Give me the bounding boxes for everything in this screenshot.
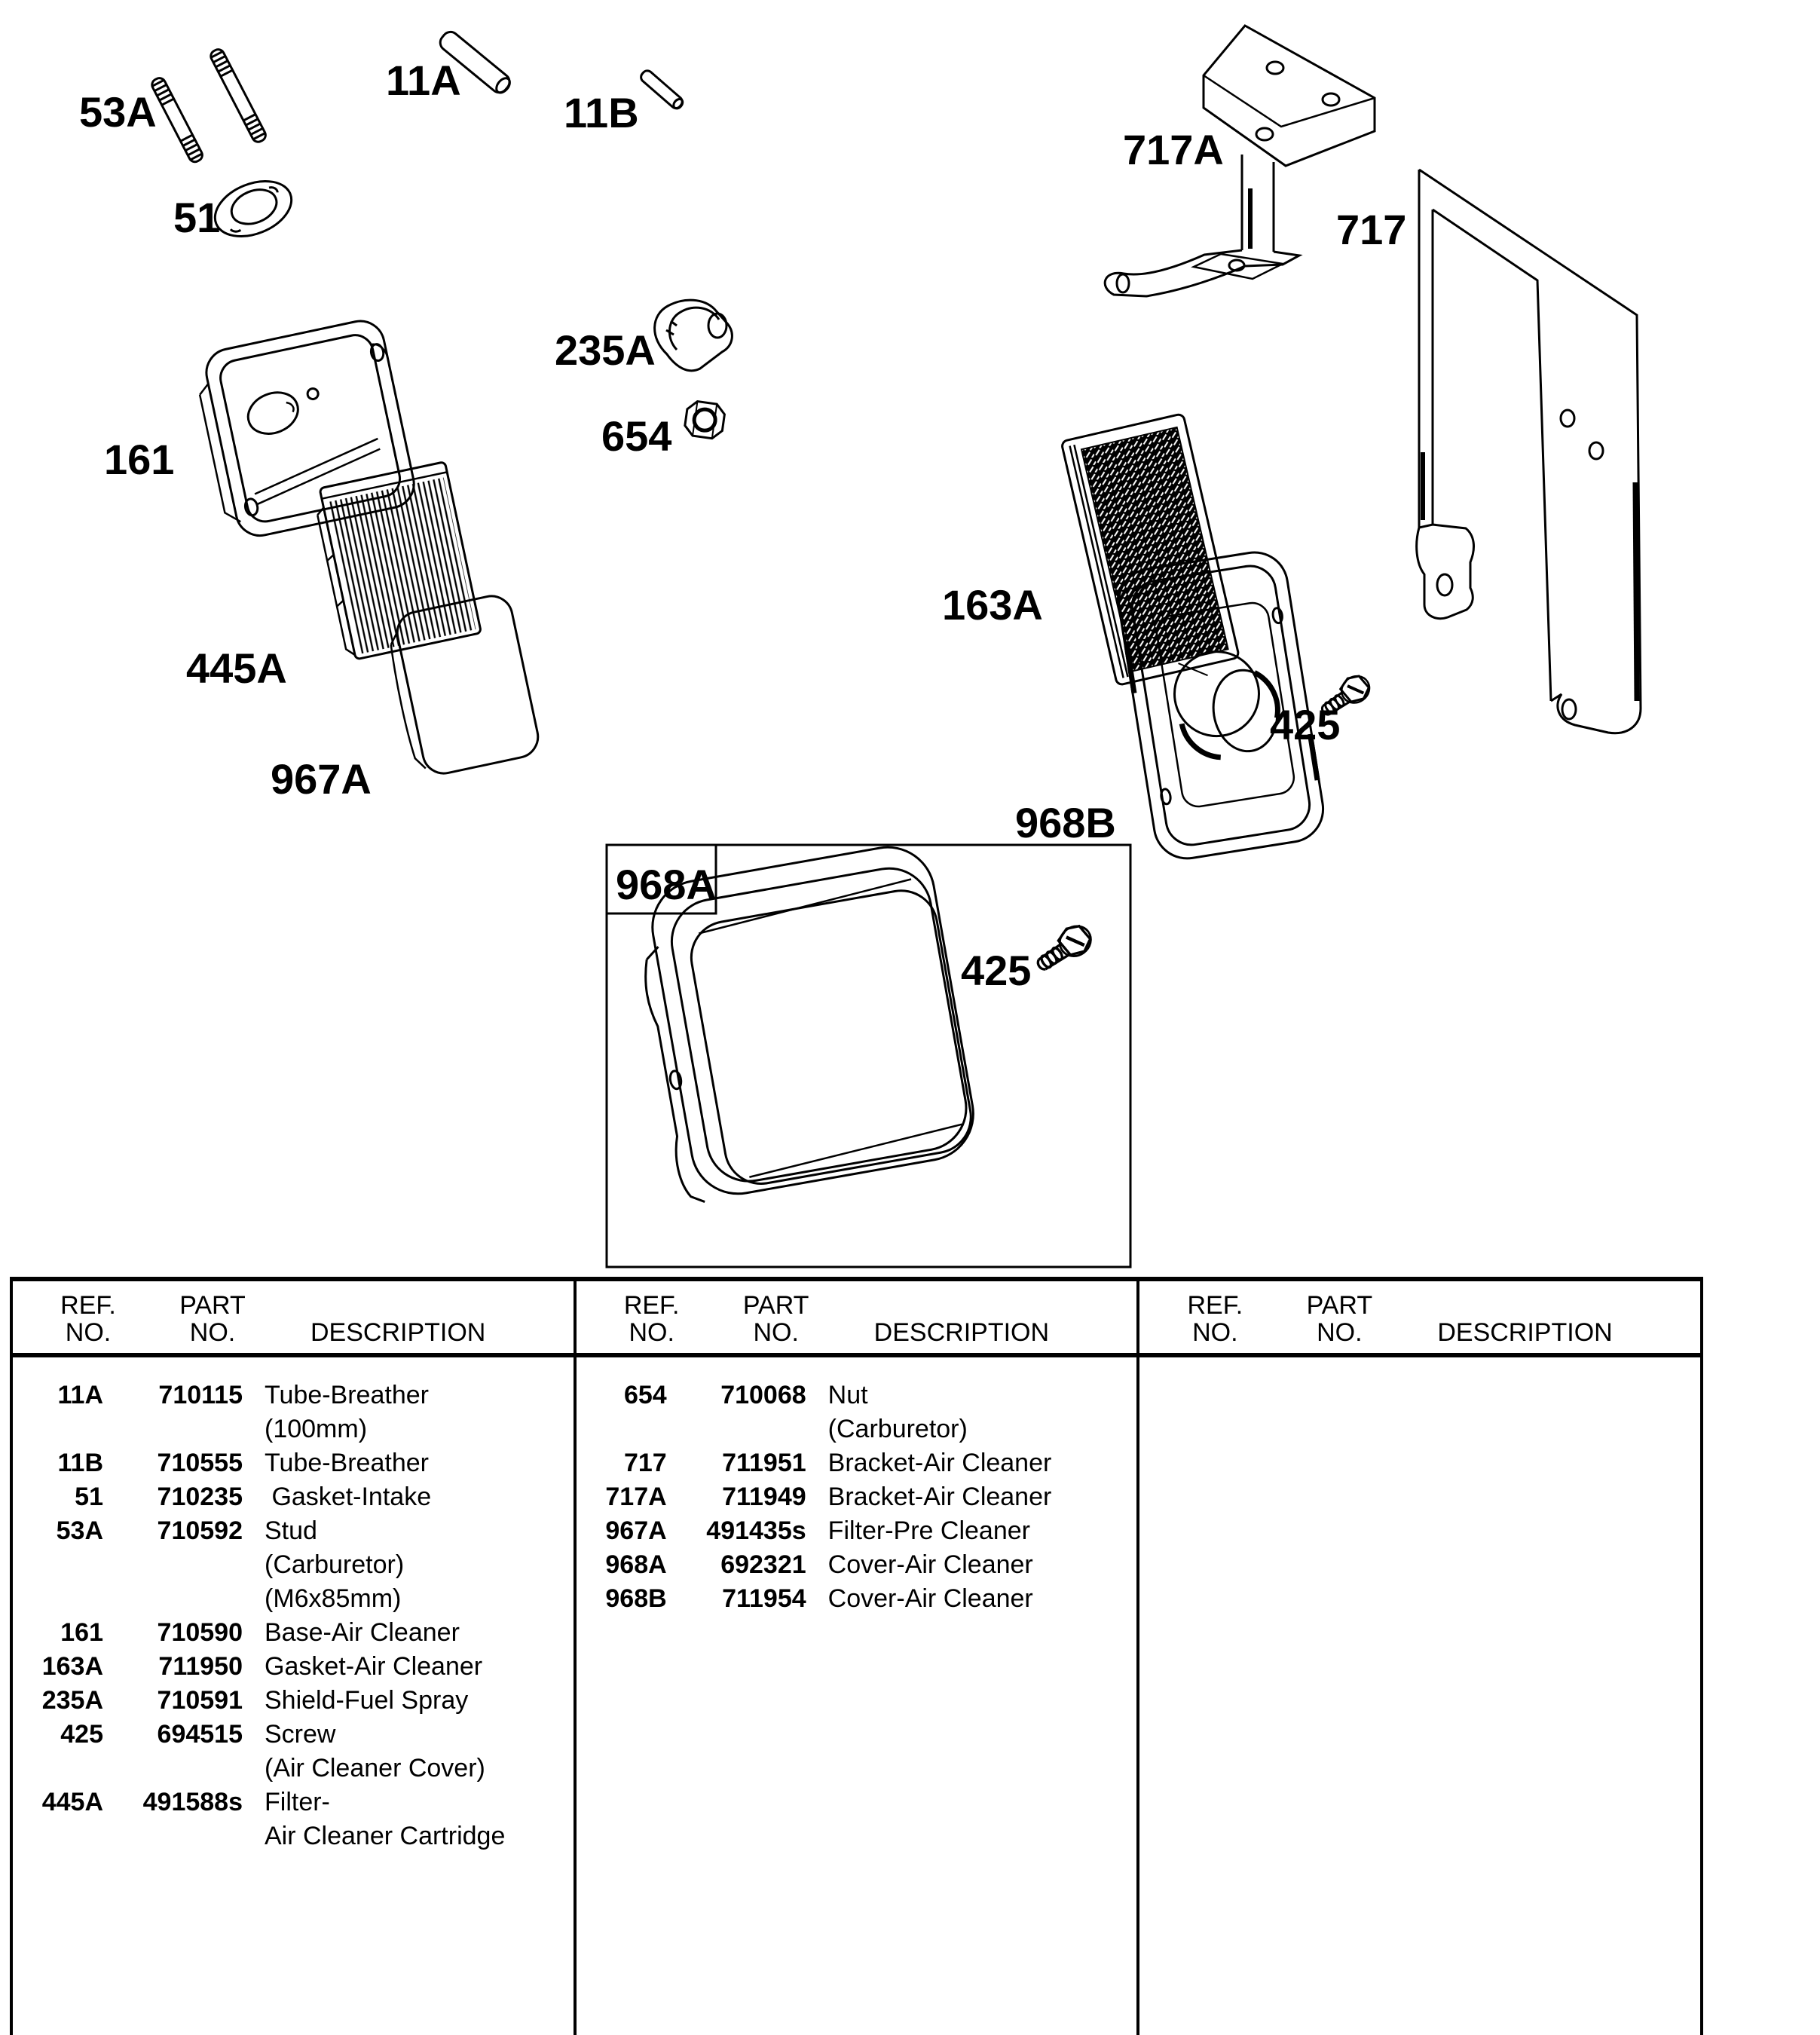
cell-ref: 968A xyxy=(605,1550,667,1579)
table-rows xyxy=(1139,1357,1700,1379)
table-row xyxy=(577,1412,1137,1446)
cell-ref: 968B xyxy=(605,1584,667,1613)
ref-no-header xyxy=(607,1292,697,1346)
label-445a: 445A xyxy=(186,644,287,692)
table-row xyxy=(577,1582,1137,1616)
cell-desc: Bracket-Air Cleaner xyxy=(827,1449,1052,1477)
cell-desc: (Carburetor) xyxy=(827,1415,968,1443)
cell-part: 491588s xyxy=(142,1788,243,1816)
label-654: 654 xyxy=(601,412,672,460)
cell-desc: (Air Cleaner Cover) xyxy=(265,1754,485,1783)
cell-part: 711949 xyxy=(722,1483,806,1511)
cell-desc: Air Cleaner Cartridge xyxy=(265,1822,506,1850)
table-row xyxy=(577,1480,1137,1514)
label-11a: 11A xyxy=(386,57,461,104)
description-header: DESCRIPTION xyxy=(1437,1318,1613,1347)
ref-header-line1: REF. xyxy=(60,1291,116,1320)
cell-ref: 53A xyxy=(56,1516,103,1545)
cell-desc: Base-Air Cleaner xyxy=(265,1618,460,1647)
table-row xyxy=(13,1446,574,1480)
table-row xyxy=(13,1684,574,1718)
description-header: DESCRIPTION xyxy=(310,1318,486,1347)
label-51: 51 xyxy=(173,194,221,241)
tube-11b xyxy=(639,69,685,111)
gasket-163a xyxy=(1061,414,1239,686)
label-968b: 968B xyxy=(1015,799,1116,846)
label-163a: 163A xyxy=(942,581,1043,629)
ref-header-line2: NO. xyxy=(629,1318,674,1347)
table-row xyxy=(577,1379,1137,1412)
cell-desc: (M6x85mm) xyxy=(265,1584,402,1613)
cell-ref: 654 xyxy=(623,1381,667,1409)
ref-header-line2: NO. xyxy=(1192,1318,1238,1347)
ref-no-header xyxy=(1170,1292,1260,1346)
label-717a: 717A xyxy=(1123,126,1224,173)
table-header xyxy=(13,1281,574,1357)
ref-header-line1: REF. xyxy=(1187,1291,1243,1320)
bracket-717 xyxy=(1417,170,1641,733)
table-section-1 xyxy=(13,1281,574,2035)
screw-425-lower xyxy=(1030,920,1097,978)
parts-list-table xyxy=(10,1277,1703,2035)
table-row xyxy=(13,1582,574,1616)
part-no-header xyxy=(727,1292,825,1346)
cell-part: 694515 xyxy=(157,1720,243,1749)
cell-ref: 161 xyxy=(60,1618,103,1647)
cell-desc: Nut xyxy=(827,1381,868,1409)
cell-part: 711950 xyxy=(158,1652,243,1681)
table-row xyxy=(13,1718,574,1752)
part-header-line1: PART xyxy=(742,1291,809,1320)
cell-ref: 717A xyxy=(605,1483,667,1511)
label-161: 161 xyxy=(104,436,175,483)
cell-part: 710592 xyxy=(157,1516,243,1545)
part-header-line2: NO. xyxy=(1317,1318,1363,1347)
label-53a: 53A xyxy=(79,88,157,136)
cell-ref: 717 xyxy=(623,1449,667,1477)
cell-desc: Stud xyxy=(265,1516,317,1545)
cell-part: 711951 xyxy=(722,1449,806,1477)
cell-ref: 51 xyxy=(75,1483,103,1511)
cell-ref: 445A xyxy=(41,1788,103,1816)
table-row xyxy=(13,1379,574,1412)
part-header-line2: NO. xyxy=(189,1318,236,1347)
table-rows xyxy=(13,1357,574,1853)
cell-ref: 163A xyxy=(41,1652,103,1681)
cell-desc: Tube-Breather xyxy=(265,1449,429,1477)
cell-desc: Tube-Breather xyxy=(265,1381,429,1409)
table-rows xyxy=(577,1357,1137,1616)
cell-desc: (100mm) xyxy=(265,1415,368,1443)
table-row xyxy=(13,1480,574,1514)
label-968a: 968A xyxy=(616,861,717,908)
table-header xyxy=(577,1281,1137,1357)
table-row xyxy=(13,1412,574,1446)
table-section-2 xyxy=(574,1281,1137,2035)
table-header xyxy=(1139,1281,1700,1357)
description-header: DESCRIPTION xyxy=(873,1318,1050,1347)
cell-desc: Cover-Air Cleaner xyxy=(827,1584,1033,1613)
gasket-51 xyxy=(206,171,299,247)
cell-part: 491435s xyxy=(706,1516,806,1545)
cell-desc: (Carburetor) xyxy=(265,1550,405,1579)
cell-part: 692321 xyxy=(720,1550,806,1579)
label-425-upper: 425 xyxy=(1270,701,1341,748)
part-no-header xyxy=(164,1292,262,1346)
stud-53a-2 xyxy=(209,47,268,144)
cell-part: 710115 xyxy=(158,1381,243,1409)
cell-part: 711954 xyxy=(722,1584,806,1613)
cell-ref: 235A xyxy=(41,1686,103,1715)
cell-desc: Cover-Air Cleaner xyxy=(827,1550,1033,1579)
cell-ref: 425 xyxy=(60,1720,103,1749)
cell-desc: Gasket-Intake xyxy=(265,1483,432,1511)
cell-ref: 11B xyxy=(57,1449,103,1477)
cell-part: 710068 xyxy=(720,1381,806,1409)
part-header-line2: NO. xyxy=(753,1318,799,1347)
table-row xyxy=(577,1514,1137,1548)
table-row xyxy=(13,1819,574,1853)
cell-part: 710590 xyxy=(157,1618,243,1647)
table-row xyxy=(13,1514,574,1548)
cell-desc: Bracket-Air Cleaner xyxy=(827,1483,1052,1511)
cell-part: 710555 xyxy=(157,1449,243,1477)
cell-desc: Gasket-Air Cleaner xyxy=(265,1652,483,1681)
cell-ref: 967A xyxy=(605,1516,667,1545)
cell-desc: Filter- xyxy=(265,1788,330,1816)
cell-ref: 11A xyxy=(57,1381,103,1409)
cell-part: 710591 xyxy=(157,1686,243,1715)
ref-header-line2: NO. xyxy=(65,1318,112,1347)
table-row xyxy=(577,1446,1137,1480)
part-header-line1: PART xyxy=(179,1291,246,1320)
table-row xyxy=(13,1650,574,1684)
cell-desc: Screw xyxy=(265,1720,336,1749)
table-row xyxy=(13,1752,574,1786)
cell-desc: Filter-Pre Cleaner xyxy=(827,1516,1030,1545)
ref-header-line1: REF. xyxy=(623,1291,680,1320)
label-967a: 967A xyxy=(271,755,372,803)
label-425-lower: 425 xyxy=(961,947,1032,994)
inset-box-968a xyxy=(607,845,1130,1267)
shield-235a xyxy=(655,300,733,371)
part-header-line1: PART xyxy=(1306,1291,1373,1320)
cell-part: 710235 xyxy=(157,1483,243,1511)
label-11b: 11B xyxy=(564,89,639,136)
stud-53a-1 xyxy=(150,76,204,164)
part-no-header xyxy=(1290,1292,1388,1346)
nut-654 xyxy=(684,400,726,440)
table-row xyxy=(13,1616,574,1650)
cell-desc: Shield-Fuel Spray xyxy=(265,1686,469,1715)
label-235a: 235A xyxy=(555,326,656,374)
label-717: 717 xyxy=(1336,206,1407,253)
ref-no-header xyxy=(43,1292,133,1346)
table-row xyxy=(13,1548,574,1582)
table-section-3 xyxy=(1136,1281,1700,2035)
table-row xyxy=(577,1548,1137,1582)
table-row xyxy=(13,1786,574,1819)
